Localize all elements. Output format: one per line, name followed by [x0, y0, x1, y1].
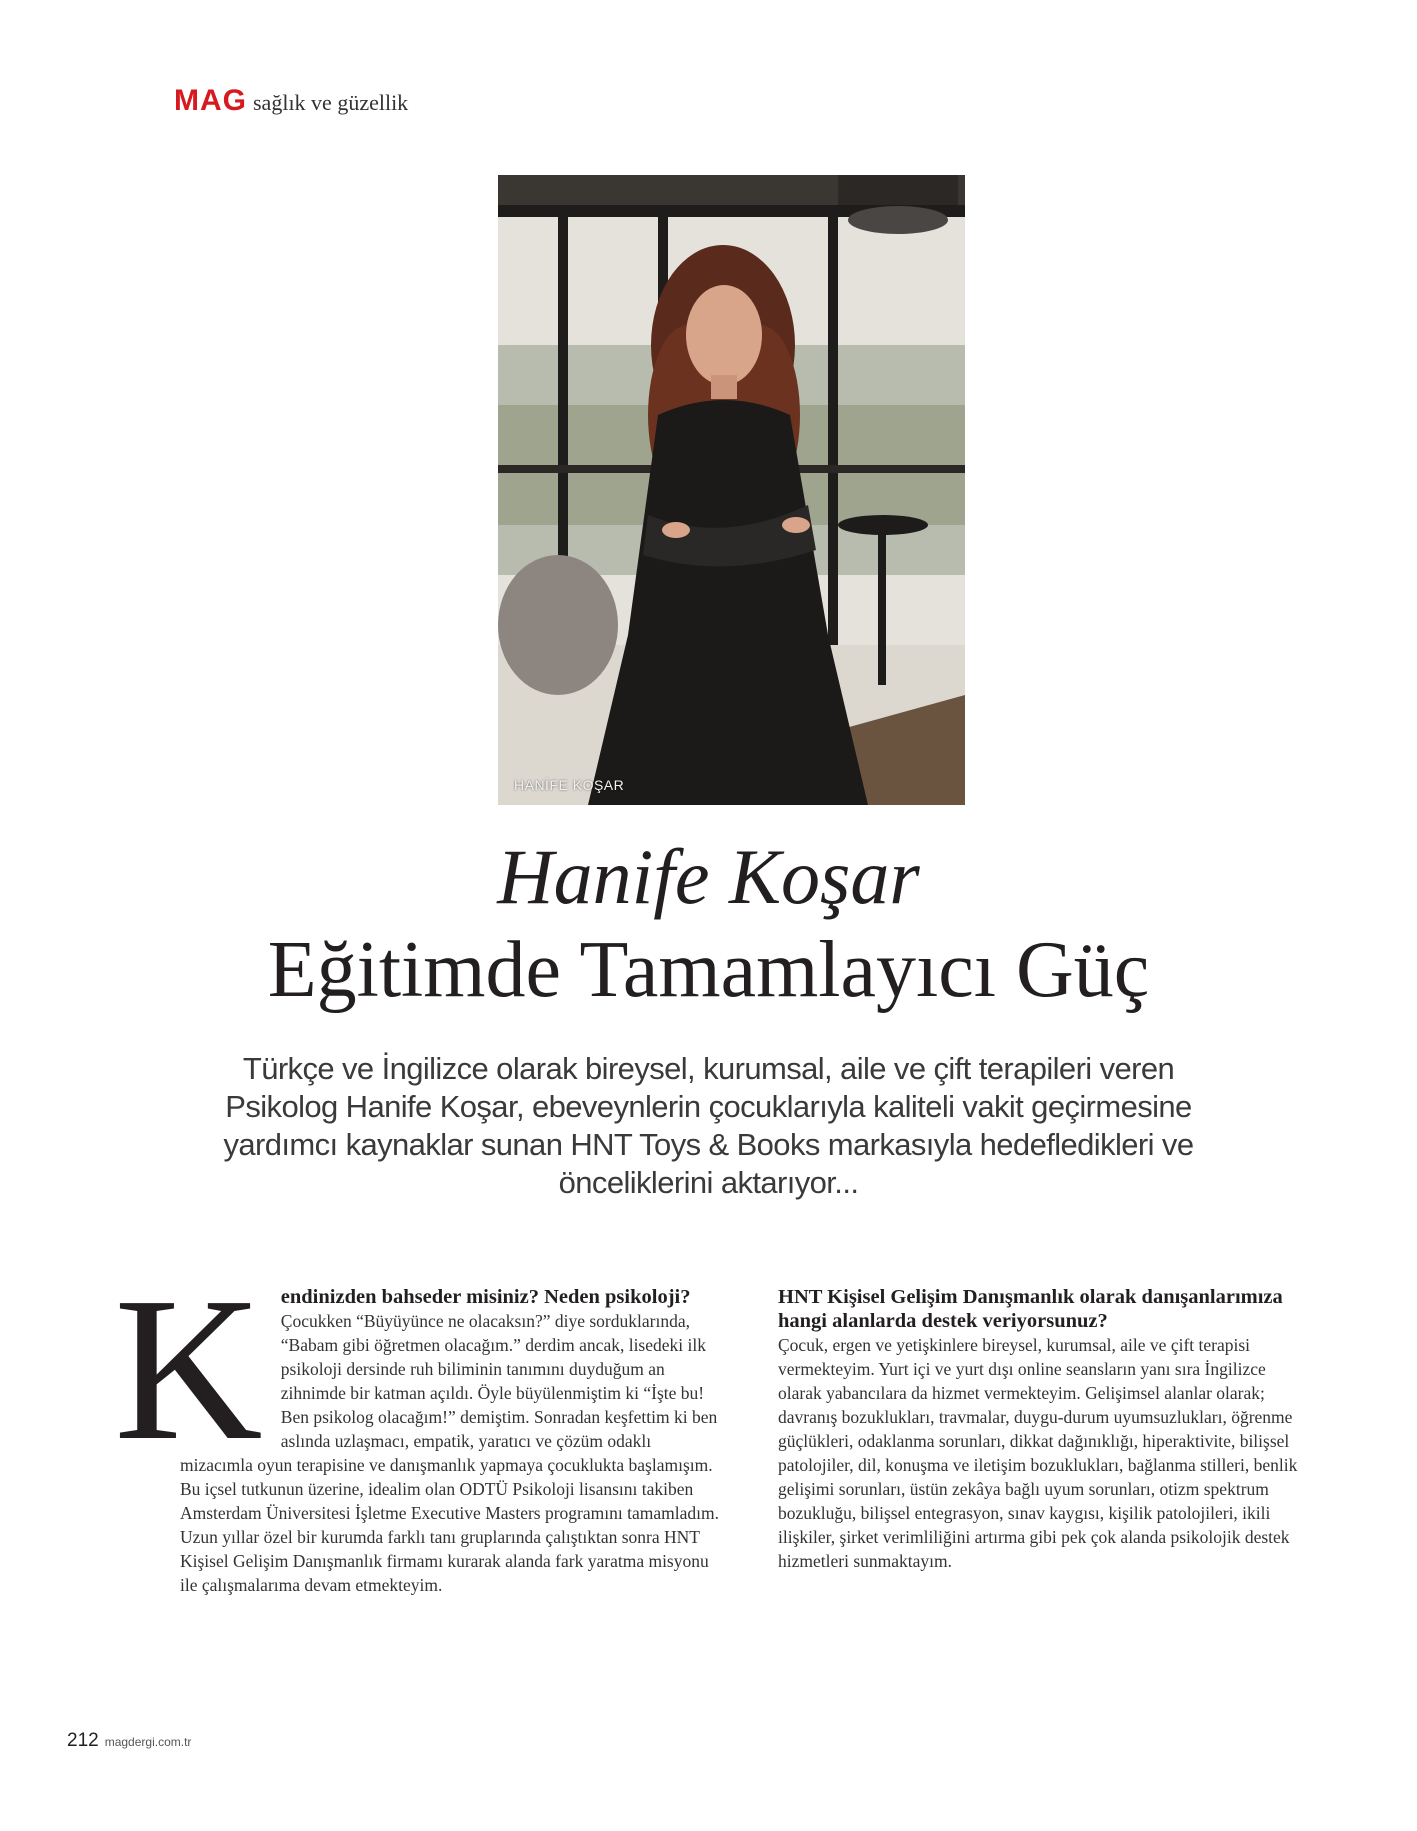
right-question: HNT Kişisel Gelişim Danışmanlık olarak danışanlarımıza hangi alanlarda destek veriyorsunuz? — [778, 1286, 1283, 1332]
page-number: 212 — [67, 1730, 99, 1751]
drop-cap: K — [114, 1254, 263, 1483]
portrait-photo — [498, 175, 965, 805]
left-question: endinizden bahseder misiniz? Neden psikoloji? — [280, 1286, 691, 1308]
page-footer — [67, 1730, 191, 1752]
page-header — [174, 84, 408, 118]
photo-caption: HANİFE KOŞAR — [514, 777, 625, 793]
site-url: magdergi.com.tr — [104, 1735, 192, 1749]
article-title-name: Hanife Koşar — [497, 833, 920, 920]
magazine-logo: MAG — [174, 84, 247, 117]
left-column — [114, 1254, 720, 1597]
left-answer: Çocukken “Büyüyünce ne olacaksın?” diye sorduklarında, “Babam gibi öğretmen olacağım.” derdim ancak, lisedeki ilk psikoloji dersinde ruh biliminin tanımını duyduğum an zihnimde bir katman açıldı. Öyle büyülenmiştim ki “İşte bu! Ben psikolog olacağım!” demiştim. Sonradan keşfettim ki ben aslında uzlaşmacı, empatik, yaratıcı ve çözüm odaklı mizacımla oyun terapisine ve danışmanlık yapmaya çocuklukta başlamışım. Bu içsel tutkunun üzerine, idealim olan ODTÜ Psikoloji lisansını takiben Amsterdam Üniversitesi İşletme Executive Masters programını tamamladım. Uzun yıllar özel bir kurumda farklı tanı gruplarında çalıştıktan sonra HNT Kişisel Gelişim Danışmanlık firmamı kurarak alanda fark yaratma misyonu ile çalışmalarıma devam etmekteyim. — [180, 1311, 719, 1595]
right-column — [778, 1285, 1298, 1573]
article-lead: Türkçe ve İngilizce olarak bireysel, kurumsal, aile ve çift terapileri veren Psikolog Hanife Koşar, ebeveynlerin çocuklarıyla kaliteli vakit geçirmesine yardımcı kaynaklar sunan HNT Toys & Books markasıyla hedefledikleri ve önceliklerini aktarıyor... — [223, 1051, 1194, 1200]
article-headline: Eğitimde Tamamlayıcı Güç — [267, 926, 1150, 1014]
portrait-illustration — [498, 175, 965, 805]
section-label: sağlık ve güzellik — [253, 90, 409, 115]
right-answer: Çocuk, ergen ve yetişkinlere bireysel, kurumsal, aile ve çift terapisi vermekteyim. Yurt içi ve yurt dışı online seansların yanı sıra İngilizce olarak yabancılara da hizmet vermekteyim. Gelişimsel alanlar olarak; davranış bozuklukları, travmalar, duygu-durum uyumsuzlukları, öğrenme güçlükleri, odaklanma sorunları, dikkat dağınıklığı, hiperaktivite, bilişsel patolojiler, dil, konuşma ve iletişim bozuklukları, bağlanma stilleri, benlik gelişimi sorunları, üstün zekâya bağlı uyum sorunları, otizm spektrum bozukluğu, bilişsel entegrasyon, sınav kaygısı, kişilik patolojileri, ikili ilişkiler, şirket verimliliğini artırma gibi pek çok alanda psikolojik destek hizmetleri sunmaktayım. — [778, 1335, 1298, 1571]
